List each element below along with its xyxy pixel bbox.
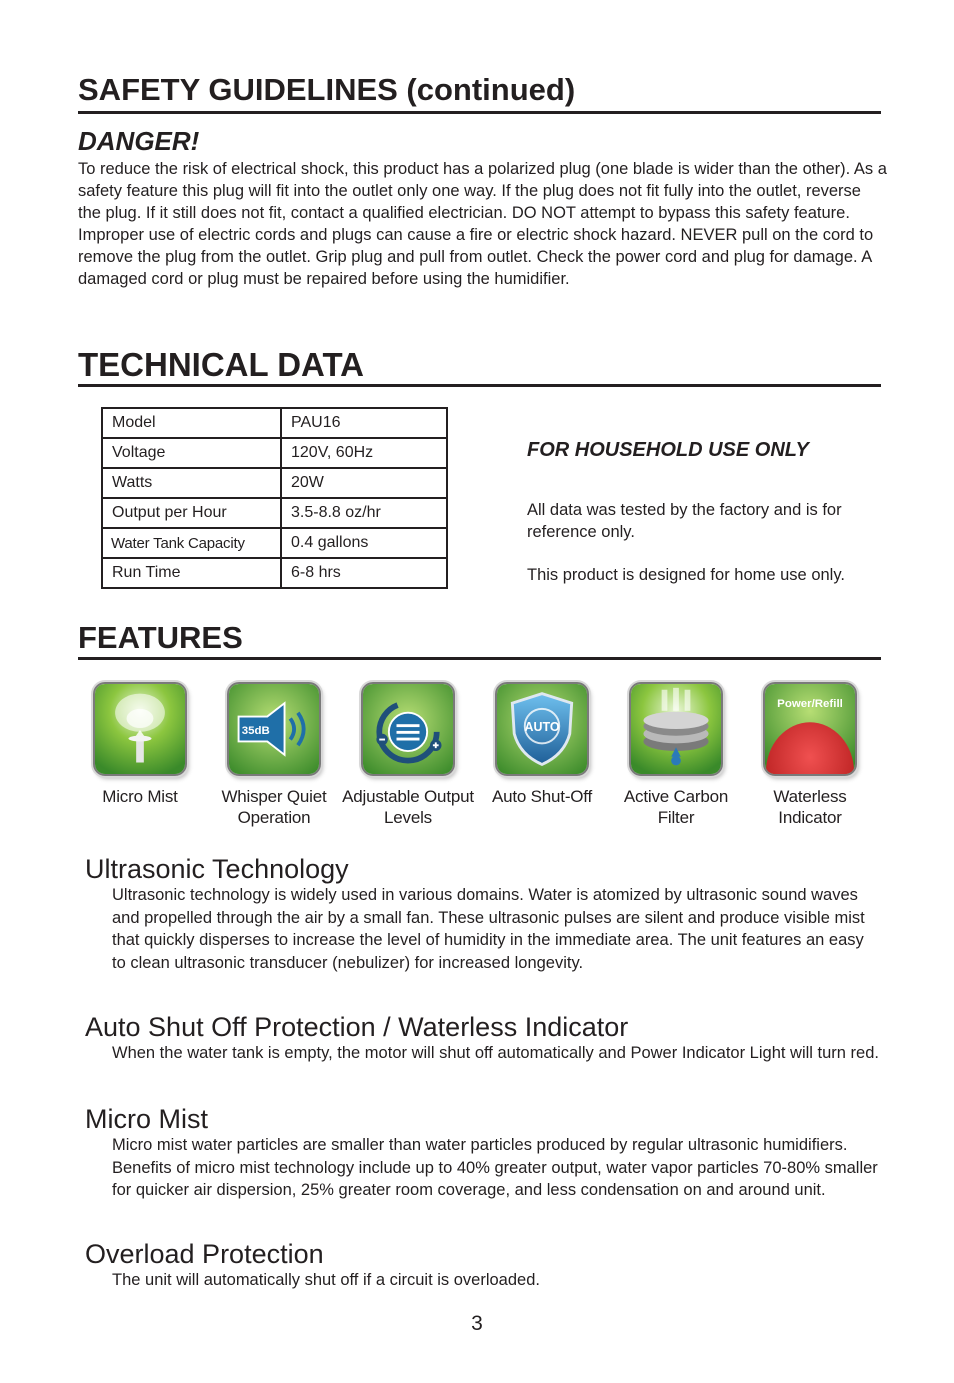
features-heading: FEATURES: [78, 620, 243, 655]
spec-value: 6-8 hrs: [281, 558, 447, 588]
feature-label: Auto Shut-Off: [491, 787, 593, 806]
section-title-micro-mist: Micro Mist: [85, 1104, 208, 1134]
feature-label: Whisper Quiet Operation: [221, 787, 327, 827]
svg-text:Power/Refill: Power/Refill: [777, 697, 843, 710]
whisper-quiet-icon: [227, 682, 321, 776]
factory-data-note: All data was tested by the factory and is for reference only.: [527, 501, 842, 541]
feature-label: Active Carbon Filter: [623, 787, 729, 827]
section-body-ultrasonic: Ultrasonic technology is widely used in various domains. Water is atomized by ultrasonic sound waves and propelled through the air by a small fan. These ultrasonic pulses are silent and produce visible mist that quickly disperses to increase the level of humidity in the immediate area. The unit features an easy to clean ultrasonic transducer (nebulizer) for increased longevity.: [112, 886, 865, 972]
section-body-overload: The unit will automatically shut off if a circuit is overloaded.: [112, 1271, 540, 1289]
micro-mist-icon: [93, 682, 187, 776]
feature-micro-mist: [73, 682, 207, 807]
auto-shutoff-icon: [495, 682, 589, 776]
safety-guidelines-heading: SAFETY GUIDELINES (continued): [78, 72, 576, 107]
danger-heading: DANGER!: [78, 126, 200, 156]
spec-value: 20W: [281, 468, 447, 498]
home-use-note: This product is designed for home use only.: [527, 566, 845, 584]
section-title-auto-shutoff: Auto Shut Off Protection / Waterless Indicator: [85, 1012, 629, 1042]
household-use-note: FOR HOUSEHOLD USE ONLY: [527, 439, 809, 461]
feature-auto-shutoff: [475, 682, 609, 807]
spec-key: Model: [102, 408, 281, 438]
feature-adjustable-output: [341, 682, 475, 828]
section-body-auto-shutoff: When the water tank is empty, the motor will shut off automatically and Power Indicator Light will turn red.: [112, 1044, 879, 1062]
spec-key: Run Time: [102, 558, 281, 588]
svg-text:35dB: 35dB: [241, 724, 270, 737]
feature-label: Adjustable Output Levels: [342, 787, 474, 827]
spec-key: Watts: [102, 468, 281, 498]
spec-key: Water Tank Capacity: [102, 528, 281, 558]
feature-label: Waterless Indicator: [773, 787, 847, 827]
table-row: [102, 408, 447, 438]
heading-rule: [78, 657, 881, 660]
heading-rule: [78, 384, 881, 387]
feature-carbon-filter: [609, 682, 743, 828]
carbon-filter-icon: [629, 682, 723, 776]
feature-label: Micro Mist: [102, 787, 178, 806]
spec-value: 120V, 60Hz: [281, 438, 447, 468]
spec-key: Output per Hour: [102, 498, 281, 528]
section-body-micro-mist: Micro mist water particles are smaller than water particles produced by regular ultrasonic humidifiers. Benefits of micro mist technology include up to 40% greater output, water vapor particles 70-80% smaller for quicker air dispersion, 25% greater room coverage, and less condensation on and around unit.: [112, 1136, 878, 1199]
svg-text:AUTO: AUTO: [524, 719, 560, 734]
feature-whisper-quiet: [207, 682, 341, 828]
technical-data-heading: TECHNICAL DATA: [78, 346, 364, 383]
spec-key: Voltage: [102, 438, 281, 468]
table-row: [102, 558, 447, 588]
table-row: [102, 438, 447, 468]
section-title-overload: Overload Protection: [85, 1239, 324, 1269]
table-row: [102, 468, 447, 498]
spec-value: 0.4 gallons: [281, 528, 447, 558]
adjustable-output-icon: [361, 682, 455, 776]
section-title-ultrasonic: Ultrasonic Technology: [85, 854, 349, 884]
technical-data-table: [101, 407, 448, 589]
spec-value: PAU16: [281, 408, 447, 438]
heading-rule: [78, 111, 881, 114]
danger-paragraph: To reduce the risk of electrical shock, this product has a polarized plug (one blade is wider than the other). As a safety feature this plug will fit into the outlet only one way. If the plug does not fit fully into the outlet, reverse the plug. If it still does not fit, contact a qualified electrician. DO NOT attempt to bypass this safety feature. Improper use of electric cords and plugs can cause a fire or electric shock hazard. NEVER pull on the cord to remove the plug from the outlet. Grip plug and pull from outlet. Check the power cord and plug for damage. A damaged cord or plug must be repaired before using the humidifier.: [78, 160, 887, 288]
table-row: [102, 528, 447, 558]
table-row: [102, 498, 447, 528]
feature-waterless-indicator: [743, 682, 877, 828]
page-number: 3: [471, 1312, 483, 1335]
spec-value: 3.5-8.8 oz/hr: [281, 498, 447, 528]
waterless-indicator-icon: [763, 682, 857, 776]
